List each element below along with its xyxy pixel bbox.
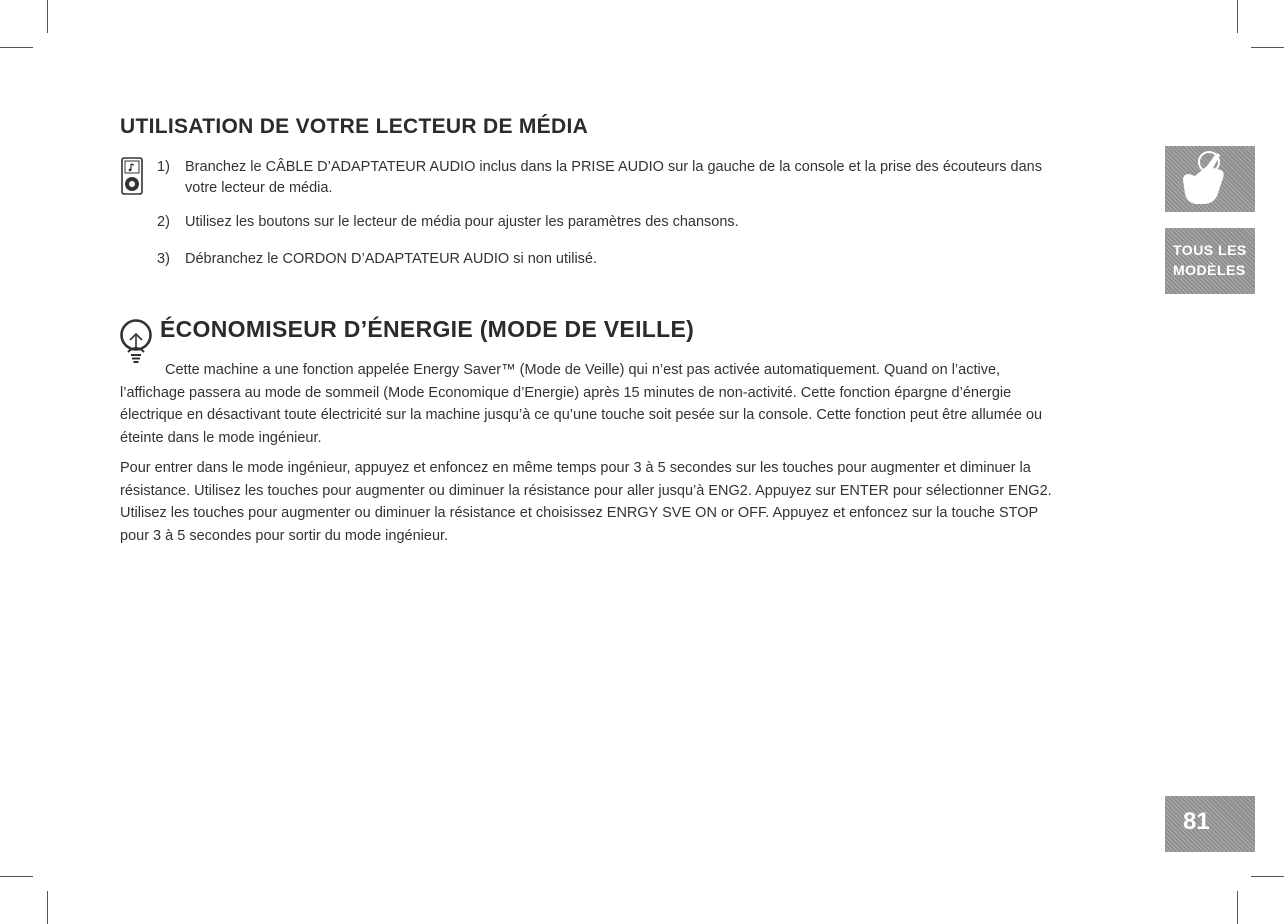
media-player-icon — [121, 157, 143, 195]
page-number-tab — [1165, 796, 1255, 852]
crop-mark — [1251, 876, 1284, 877]
crop-mark — [1237, 0, 1238, 33]
crop-mark — [47, 891, 48, 924]
step-number: 3) — [157, 251, 170, 267]
step-number: 1) — [157, 159, 170, 175]
all-models-label — [1173, 240, 1247, 280]
section-title-energy-saver: ÉCONOMISEUR D’ÉNERGIE (MODE DE VEILLE) — [160, 316, 695, 342]
paragraph: Pour entrer dans le mode ingénieur, appuyez et enfoncez en même temps pour 3 à 5 secondes sur les touches pour augmenter et diminuer la résistance. Utilisez les touches pour augmenter ou diminuer la résistance pour aller jusqu’à ENG2. Appuyez sur ENTER pour sélectionner ENG2. Utilisez les touches pour augmenter ou diminuer la résistance et choisissez ENRGY SVE ON or OFF. Appuyez et enfoncez sur la touche STOP pour 3 à 5 secondes pour sortir du mode ingénieur. — [120, 460, 1052, 544]
step-number: 2) — [157, 214, 170, 230]
step-text: Utilisez les boutons sur le lecteur de média pour ajuster les paramètres des chansons. — [185, 214, 739, 230]
step-text: Branchez le CÂBLE D’ADAPTATEUR AUDIO inclus dans la PRISE AUDIO sur la gauche de la console et la prise des écouteurs dans votre lecteur de média. — [185, 159, 1042, 196]
crop-mark — [47, 0, 48, 33]
crop-mark — [1251, 47, 1284, 48]
all-models-tab — [1165, 228, 1255, 294]
pointing-hand-icon — [1165, 146, 1255, 212]
all-models-line-1: TOUS LES — [1173, 242, 1247, 258]
hand-tab — [1165, 146, 1255, 212]
paragraph: Cette machine a une fonction appelée Energy Saver™ (Mode de Veille) qui n’est pas activée automatiquement. Quand on l’active, l’affichage passera au mode de sommeil (Mode Economique d’Energie) après 15 minutes de non-activité. Cette fonction épargne d’énergie électrique en désactivant toute électricité sur la machine jusqu’à ce qu’une touche soit pesée sur la console. Cette fonction peut être allumée ou éteinte dans le mode ingénieur. — [120, 362, 1043, 446]
crop-mark — [1237, 891, 1238, 924]
crop-mark — [0, 876, 33, 877]
step-text: Débranchez le CORDON D’ADAPTATEUR AUDIO si non utilisé. — [185, 251, 598, 267]
all-models-line-2: MODÈLES — [1173, 262, 1246, 278]
section-title-media: UTILISATION DE VOTRE LECTEUR DE MÉDIA — [120, 115, 589, 138]
page-number: 81 — [1183, 808, 1210, 835]
crop-mark — [0, 47, 33, 48]
light-bulb-icon — [118, 318, 154, 364]
